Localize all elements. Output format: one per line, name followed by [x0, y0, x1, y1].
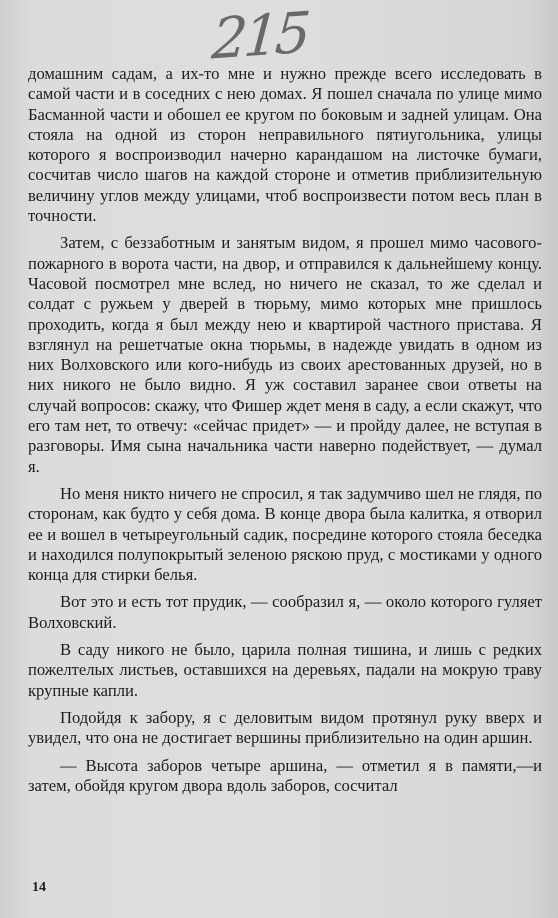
paragraph: домашним садам, а их-то мне и нужно прежде всего исследовать в самой части и в соседних с нею домах. Я пошел сначала по улице мимо Басманной части и обошел ее кругом по боковым и задней улицам. Она стояла на одной из сторон неправильного пятиугольника, улицы которого я воспроизводил начерно карандашом на листочке бумаги, сосчитав число шагов на каждой стороне и отметив приблизительную величину углов между улицами, чтоб воспроизвести потом весь план в точности.	[28, 64, 542, 226]
page-number: 14	[32, 880, 46, 895]
page-body-text	[28, 64, 542, 796]
paragraph: Затем, с беззаботным и занятым видом, я прошел мимо часового-пожарного в ворота части, на двор, и отправился к дальнейшему концу. Часовой посмотрел мне вслед, но ничего не сказал, то же сделал и солдат с ружьем у дверей в тюрьму, мимо которых мне пришлось проходить, когда я был между нею и квартирой частного пристава. Я взглянул на решетчатые окна тюрьмы, в надежде увидать в одном из них Волховского или кого-нибудь из своих арестованных друзей, но в них никого не было видно. Я уж составил заранее свои ответы на случай вопросов: скажу, что Фишер ждет меня в саду, а если скажут, что его там нет, то отвечу: «сейчас придет» — и пройду далее, не вступая в разговоры. Имя сына начальника части наверно подействует, — думал я.	[28, 233, 542, 476]
paragraph: — Высота заборов четыре аршина, — отметил я в памяти,—и затем, обойдя кругом двора вдоль заборов, сосчитал	[28, 755, 542, 795]
paragraph: В саду никого не было, царила полная тишина, и лишь с редких пожелтелых листьев, оставшихся на деревьях, падали на мокрую траву крупные капли.	[28, 640, 542, 700]
paragraph: Но меня никто ничего не спросил, я так задумчиво шел не глядя, по сторонам, как будто у себя дома. В конце двора была калитка, я отворил ее и вошел в четыреугольный садик, посредине которого стояла беседка и находился полупокрытый зеленою ряскою пруд, с мостиками у одного конца для стирки белья.	[28, 483, 542, 585]
paragraph: Подойдя к забору, я с деловитым видом протянул руку вверх и увидел, что она не достигает вершины приблизительно на один аршин.	[28, 707, 542, 748]
handwritten-page-number: 215	[209, 0, 310, 73]
paragraph: Вот это и есть тот прудик, — сообразил я, — около которого гуляет Волховский.	[28, 592, 542, 632]
